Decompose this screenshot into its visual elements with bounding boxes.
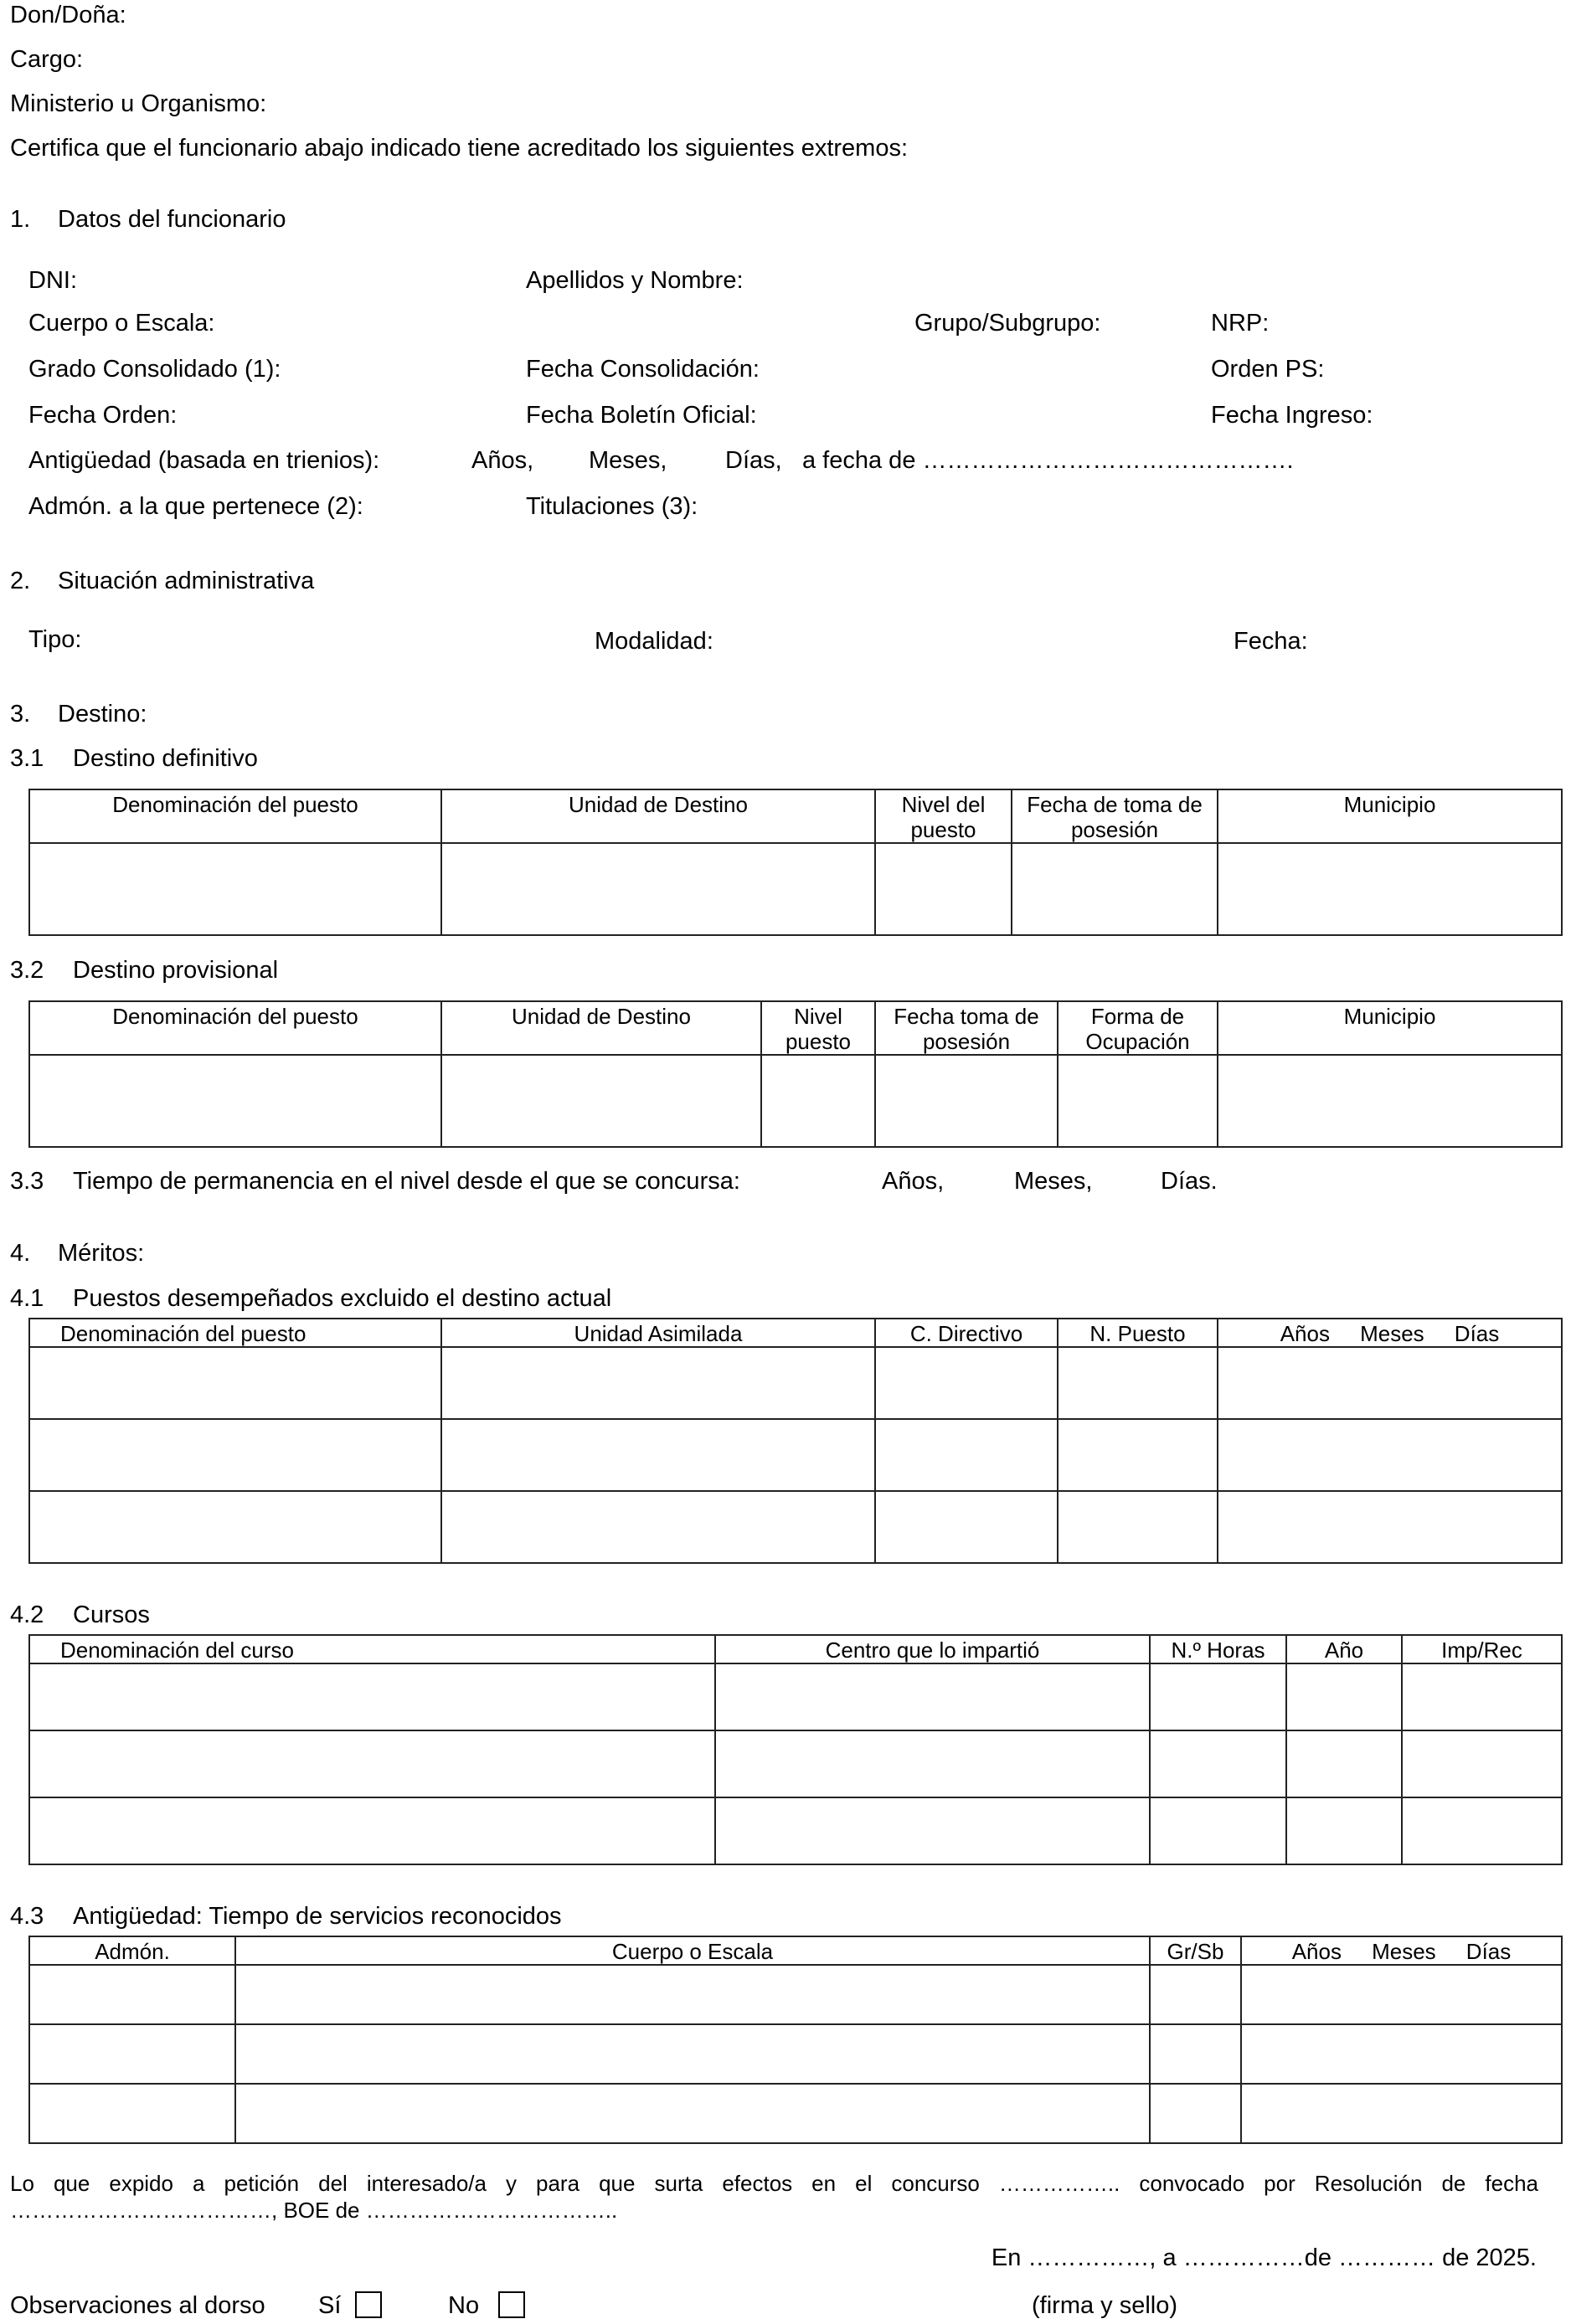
antiguedad-table [28,1936,1563,2144]
table-header-row [29,1319,1562,1347]
table-cell[interactable] [1218,1419,1562,1491]
destino-provisional-table [28,1000,1563,1148]
meses-label: Meses, [589,447,667,474]
table-cell[interactable] [1058,1347,1218,1419]
column-header: Imp/Rec [1402,1635,1562,1663]
table-cell[interactable] [1150,1730,1286,1797]
column-header: Fecha toma de posesión [875,1001,1058,1055]
table-cell[interactable] [875,1347,1058,1419]
table-cell[interactable] [715,1730,1150,1797]
modalidad-label: Modalidad: [595,628,713,655]
column-header: C. Directivo [875,1319,1058,1347]
column-header: Admón. [29,1936,235,1965]
titulaciones-label: Titulaciones (3): [526,493,698,520]
fecha-boletin-label: Fecha Boletín Oficial: [526,402,757,429]
column-header: Denominación del puesto [29,789,441,843]
don-label: Don/Doña: [10,2,126,28]
table-cell[interactable] [1402,1730,1562,1797]
no-label: No [448,2292,480,2319]
section-2-title: Situación administrativa [58,568,315,594]
table-cell[interactable] [1218,1055,1562,1147]
section-3-title: Destino: [58,701,147,728]
section-4-title: Méritos: [58,1240,145,1267]
table-cell[interactable] [1218,843,1562,935]
table-cell[interactable] [29,1055,441,1147]
table-cell[interactable] [441,843,875,935]
table-row [29,1419,1562,1491]
table-cell[interactable] [1012,843,1218,935]
fecha-ingreso-label: Fecha Ingreso: [1211,402,1373,429]
table-cell[interactable] [1150,2084,1241,2143]
admon-label: Admón. a la que pertenece (2): [28,493,363,520]
section-4-1-number: 4.1 [10,1285,44,1312]
grupo-label: Grupo/Subgrupo: [914,310,1101,337]
section-3-2-title: Destino provisional [73,957,279,984]
table-cell[interactable] [29,1730,715,1797]
table-cell[interactable] [441,1347,875,1419]
table-row [29,843,1562,935]
table-cell[interactable] [441,1419,875,1491]
section-4-1-title: Puestos desempeñados excluido el destino actual [73,1285,612,1312]
si-label: Sí [318,2292,342,2319]
table-row [29,1055,1562,1147]
table-cell[interactable] [1058,1055,1218,1147]
table-cell[interactable] [1286,1797,1402,1864]
certifica-text: Certifica que el funcionario abajo indicado tiene acreditado los siguientes extremos: [10,135,909,162]
table-cell[interactable] [29,1965,235,2024]
table-cell[interactable] [29,2084,235,2143]
table-cell[interactable] [1218,1347,1562,1419]
table-cell[interactable] [715,1797,1150,1864]
a-fecha-label: a fecha de ………………………………………. [802,447,1294,474]
fecha-consolidacion-label: Fecha Consolidación: [526,356,760,383]
column-header: Denominación del curso [29,1635,715,1663]
table-cell[interactable] [1402,1797,1562,1864]
apellidos-label: Apellidos y Nombre: [526,267,744,294]
table-cell[interactable] [1150,1797,1286,1864]
column-header: Años Meses Días [1241,1936,1562,1965]
column-header: Gr/Sb [1150,1936,1241,1965]
table-cell[interactable] [715,1663,1150,1730]
table-cell[interactable] [1402,1663,1562,1730]
fecha-label: Fecha: [1234,628,1308,655]
column-header: N.º Horas [1150,1635,1286,1663]
table-cell[interactable] [875,843,1012,935]
column-header: Centro que lo impartió [715,1635,1150,1663]
table-cell[interactable] [1150,1965,1241,2024]
no-checkbox[interactable] [498,2291,525,2321]
si-checkbox[interactable] [355,2291,382,2321]
table-cell[interactable] [29,1663,715,1730]
column-header: Unidad de Destino [441,1001,761,1055]
fecha-orden-label: Fecha Orden: [28,402,178,429]
section-4-3-number: 4.3 [10,1903,44,1930]
ministerio-label: Ministerio u Organismo: [10,90,267,117]
table-cell[interactable] [1241,2084,1562,2143]
column-header: Fecha de toma de posesión [1012,789,1218,843]
table-header-row [29,789,1562,843]
section-3-3-title: Tiempo de permanencia en el nivel desde el que se concursa: [73,1168,740,1195]
dni-label: DNI: [28,267,77,294]
lugar-fecha: En ……………, a ……………de ………… de 2025. [991,2244,1537,2271]
cargo-label: Cargo: [10,46,84,73]
table-cell[interactable] [1286,1663,1402,1730]
section-3-number: 3. [10,701,31,728]
table-row [29,1491,1562,1563]
table-header-row [29,1635,1562,1663]
table-cell[interactable] [1241,2024,1562,2084]
column-header: Municipio [1218,789,1562,843]
table-cell[interactable] [235,2024,1150,2084]
table-cell[interactable] [1218,1491,1562,1563]
table-cell[interactable] [29,1347,441,1419]
table-cell[interactable] [29,1419,441,1491]
section-4-2-number: 4.2 [10,1602,44,1628]
tipo-label: Tipo: [28,626,82,653]
firma-label: (firma y sello) [1032,2292,1178,2319]
anos-label: Años, [471,447,534,474]
table-cell[interactable] [29,1797,715,1864]
table-row [29,1965,1562,2024]
table-row [29,1347,1562,1419]
permanencia-meses: Meses, [1014,1168,1093,1195]
nrp-label: NRP: [1211,310,1270,337]
dias-label: Días, [725,447,782,474]
section-3-1-title: Destino definitivo [73,745,258,772]
section-1-number: 1. [10,206,31,233]
puestos-table [28,1318,1563,1564]
observaciones-label: Observaciones al dorso [10,2292,265,2319]
table-cell[interactable] [875,1491,1058,1563]
antiguedad-label: Antigüedad (basada en trienios): [28,447,380,474]
table-row [29,2024,1562,2084]
permanencia-dias: Días. [1161,1168,1218,1195]
table-row [29,1797,1562,1864]
destino-definitivo-table [28,789,1563,936]
column-header: Año [1286,1635,1402,1663]
section-2-number: 2. [10,568,31,594]
table-cell[interactable] [29,2024,235,2084]
column-header: Forma de Ocupación [1058,1001,1218,1055]
column-header: Años Meses Días [1218,1319,1562,1347]
table-cell[interactable] [1241,1965,1562,2024]
column-header: Unidad Asimilada [441,1319,875,1347]
table-cell[interactable] [875,1055,1058,1147]
column-header: Denominación del puesto [29,1001,441,1055]
table-cell[interactable] [441,1055,761,1147]
table-cell[interactable] [1058,1491,1218,1563]
table-row [29,1730,1562,1797]
table-row [29,2084,1562,2143]
column-header: Nivel puesto [761,1001,875,1055]
table-cell[interactable] [235,2084,1150,2143]
table-cell[interactable] [1058,1419,1218,1491]
table-cell[interactable] [29,1491,441,1563]
section-4-2-title: Cursos [73,1602,150,1628]
section-3-3-number: 3.3 [10,1168,44,1195]
table-cell[interactable] [875,1419,1058,1491]
column-header: N. Puesto [1058,1319,1218,1347]
table-header-row [29,1936,1562,1965]
column-header: Nivel del puesto [875,789,1012,843]
section-4-3-title: Antigüedad: Tiempo de servicios reconocidos [73,1903,562,1930]
table-row [29,1663,1562,1730]
table-header-row [29,1001,1562,1055]
section-4-number: 4. [10,1240,31,1267]
cursos-table [28,1634,1563,1865]
grado-label: Grado Consolidado (1): [28,356,281,383]
column-header: Municipio [1218,1001,1562,1055]
expido-paragraph: Lo que expido a petición del interesado/a y para que surta efectos en el concurso …………….. convocado por Resolución de fecha ………………………………, BOE de …………………………….. [10,2171,1538,2223]
table-cell[interactable] [1286,1730,1402,1797]
table-cell[interactable] [1150,1663,1286,1730]
section-3-2-number: 3.2 [10,957,44,984]
column-header: Cuerpo o Escala [235,1936,1150,1965]
table-cell[interactable] [441,1491,875,1563]
section-1-title: Datos del funcionario [58,206,286,233]
column-header: Denominación del puesto [29,1319,441,1347]
section-3-1-number: 3.1 [10,745,44,772]
orden-ps-label: Orden PS: [1211,356,1325,383]
table-cell[interactable] [29,843,441,935]
table-cell[interactable] [1150,2024,1241,2084]
table-cell[interactable] [761,1055,875,1147]
permanencia-anos: Años, [882,1168,945,1195]
table-cell[interactable] [235,1965,1150,2024]
cuerpo-label: Cuerpo o Escala: [28,310,215,337]
column-header: Unidad de Destino [441,789,875,843]
